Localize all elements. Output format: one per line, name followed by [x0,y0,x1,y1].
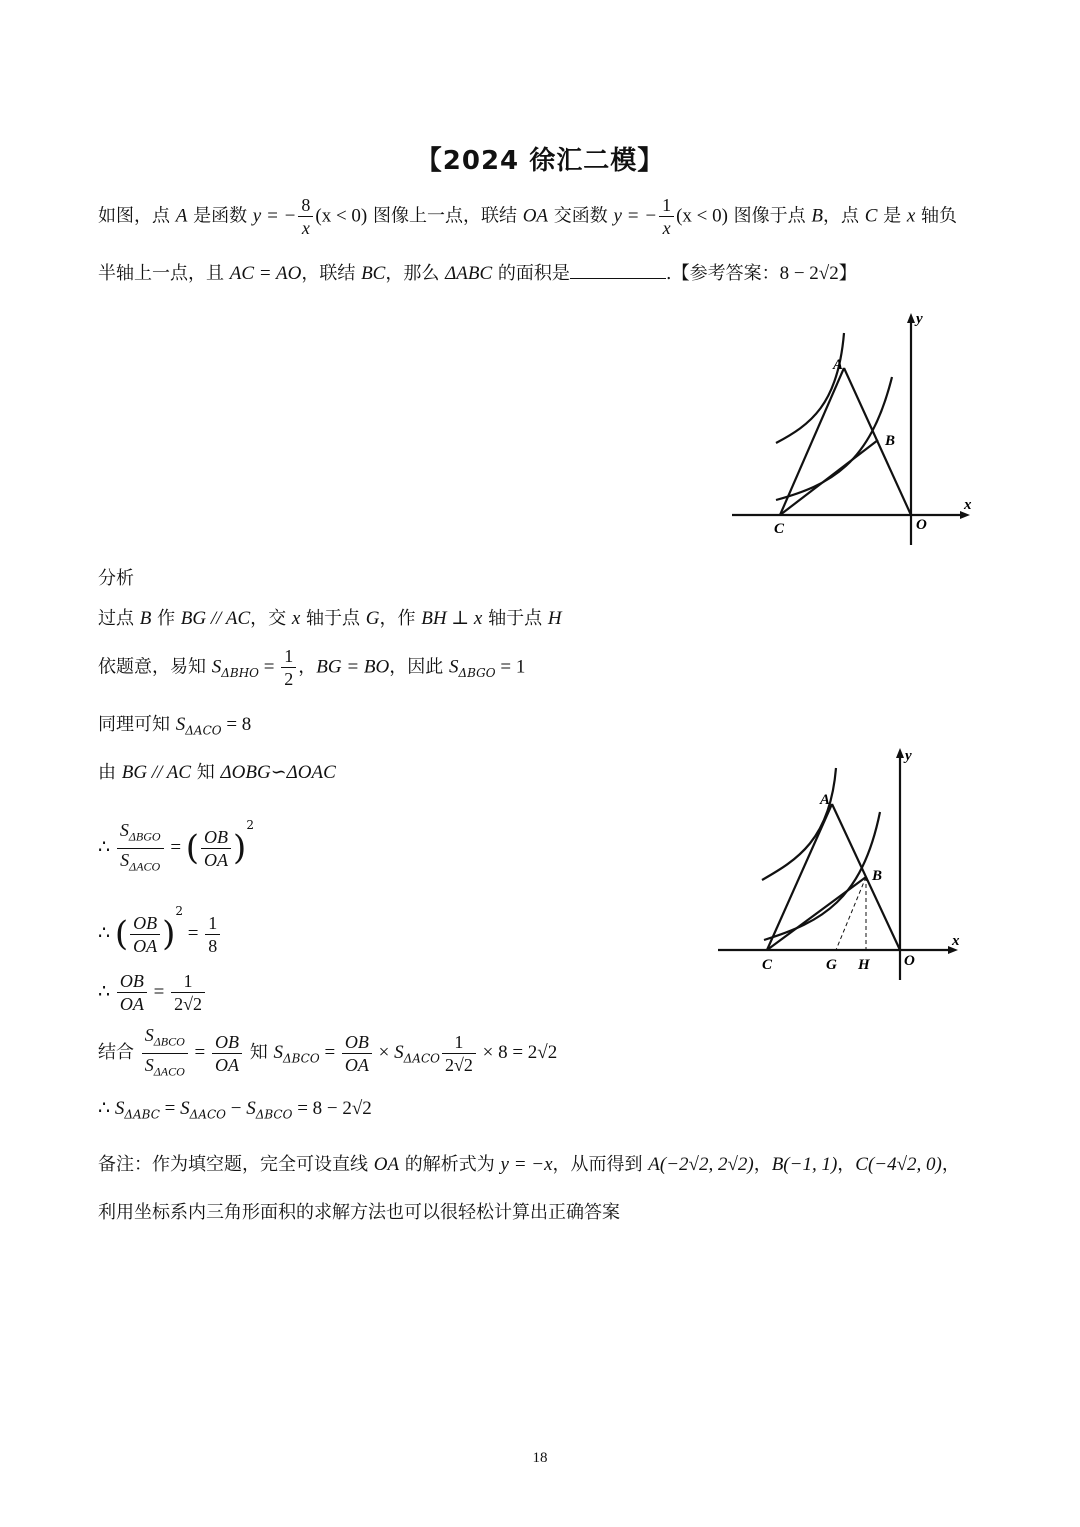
fraction-OB-OA-2: $\frac{OB}{OA}$ [130,912,160,957]
label-A: A [820,792,831,808]
page-title: 【2024 徐汇二模】 [415,146,665,176]
fraction-OB-OA: $\frac{OB}{OA}$ [201,826,231,871]
answer-blank[interactable] [570,260,666,279]
segment-BC [767,877,866,950]
y-axis-arrow [907,313,915,323]
fraction-one-eighth: $\frac{1}{8}$ [205,912,220,957]
note-line-1: 备注：作为填空题，完全可设直线 OA 的解析式为 y = −x，从而得到 A(−2√2, 2√2)，B(−1, 1)，C(−4√2, 0)， [98,1154,960,1175]
label-O: O [916,517,927,533]
fraction-1-over-2root2: $\frac{1}{2√2}$ [171,970,205,1015]
note-line-2: 利用坐标系内三角形面积的求解方法也可以很轻松计算出正确答案 [98,1202,620,1223]
curve-y-neg-8-over-x [776,333,844,443]
analysis-step-7: ∴ $\frac{OB}{OA}$ = $\frac{1}{2√2}$ [98,970,207,1015]
analysis-step-8: 结合 $\frac{S_{\Delta BCO}}{S_{\Delta ACO}}$ = $\frac{OB}{OA}$ 知 $S_{\Delta BCO}$ = $\frac{OB}{OA}$ × $S_{\Delta ACO}$ $\frac{1}{2√2}$ × 8 = 2√2 [98,1024,557,1082]
label-y: y [916,311,923,327]
label-B: B [872,868,883,884]
label-A: A [833,357,844,373]
fraction-area-ratio: $\frac{S_{\Delta BGO}}{S_{\Delta ACO}}$ [117,819,164,877]
fraction-OB-OA-3: $\frac{OB}{OA}$ [117,970,147,1015]
figure-2-diagram [712,740,972,990]
label-x: x [952,933,960,949]
label-C: C [762,957,773,973]
analysis-step-4: 由 BG // AC 知 ΔOBG∽ΔOAC [98,762,336,783]
label-B: B [885,433,896,449]
label-y: y [905,748,912,764]
y-axis-arrow [896,748,904,758]
problem-line-2: 半轴上一点，且 AC = AO，联结 BC，那么 ΔABC 的面积是 .【参考答案：8 − 2√2】 [98,260,857,287]
curve-y-neg-8-over-x [762,768,836,880]
curve-y-neg-1-over-x [764,812,883,940]
page-number: 18 [532,1450,548,1466]
analysis-step-2: 依题意，易知 $S_{\Delta BHO}$ = $\frac{1}{2}$ ，BG = BO，因此 $S_{\Delta BGO} = 1$ [98,646,526,689]
segment-AC [780,368,844,515]
segment-BC [780,440,878,515]
problem-line-1: 如图，点 A 是函数 y = − $\frac{8}{x}$ (x < 0) 图像上一点，联结 OA 交函数 y = − $\frac{1}{x}$ (x < 0) 图像于点 B，点 C 是 x 轴负 [98,195,958,238]
fraction-one-half: $\frac{1}{2}$ [281,645,296,690]
fraction-BCO-ACO: $\frac{S_{\Delta BCO}}{S_{\Delta ACO}}$ [142,1024,188,1082]
fraction-OB-OA-5: $\frac{OB}{OA}$ [342,1031,372,1076]
analysis-step-3: 同理可知 $S_{\Delta ACO} = 8$ [98,714,252,738]
analysis-step-1: 过点 B 作 BG // AC，交 x 轴于点 G，作 BH ⊥ x 轴于点 H [98,608,562,629]
label-G: G [826,957,837,973]
label-C: C [774,521,785,537]
analysis-heading: 分析 [98,568,134,589]
fraction-OB-OA-4: $\frac{OB}{OA}$ [212,1031,242,1076]
label-H: H [858,957,870,973]
figure-1-diagram [720,305,990,555]
label-O: O [904,953,915,969]
analysis-step-9: ∴ $S_{\Delta ABC} = S_{\Delta ACO} - S_{\Delta BCO} = 8 - 2√2$ [98,1098,372,1122]
analysis-step-6: ∴ ( $\frac{OB}{OA}$ )$^2$ = $\frac{1}{8}$ [98,898,222,957]
label-x: x [964,497,972,513]
fraction-1-over-x: $\frac{1}{x}$ [659,194,674,239]
fraction-8-over-x: $\frac{8}{x}$ [298,194,313,239]
analysis-step-5: ∴ $\frac{S_{\Delta BGO}}{S_{\Delta ACO}}$ = ( $\frac{OB}{OA}$ )$^2$ [98,812,254,877]
fraction-1-over-2root2-b: $\frac{1}{2√2}$ [442,1031,476,1076]
